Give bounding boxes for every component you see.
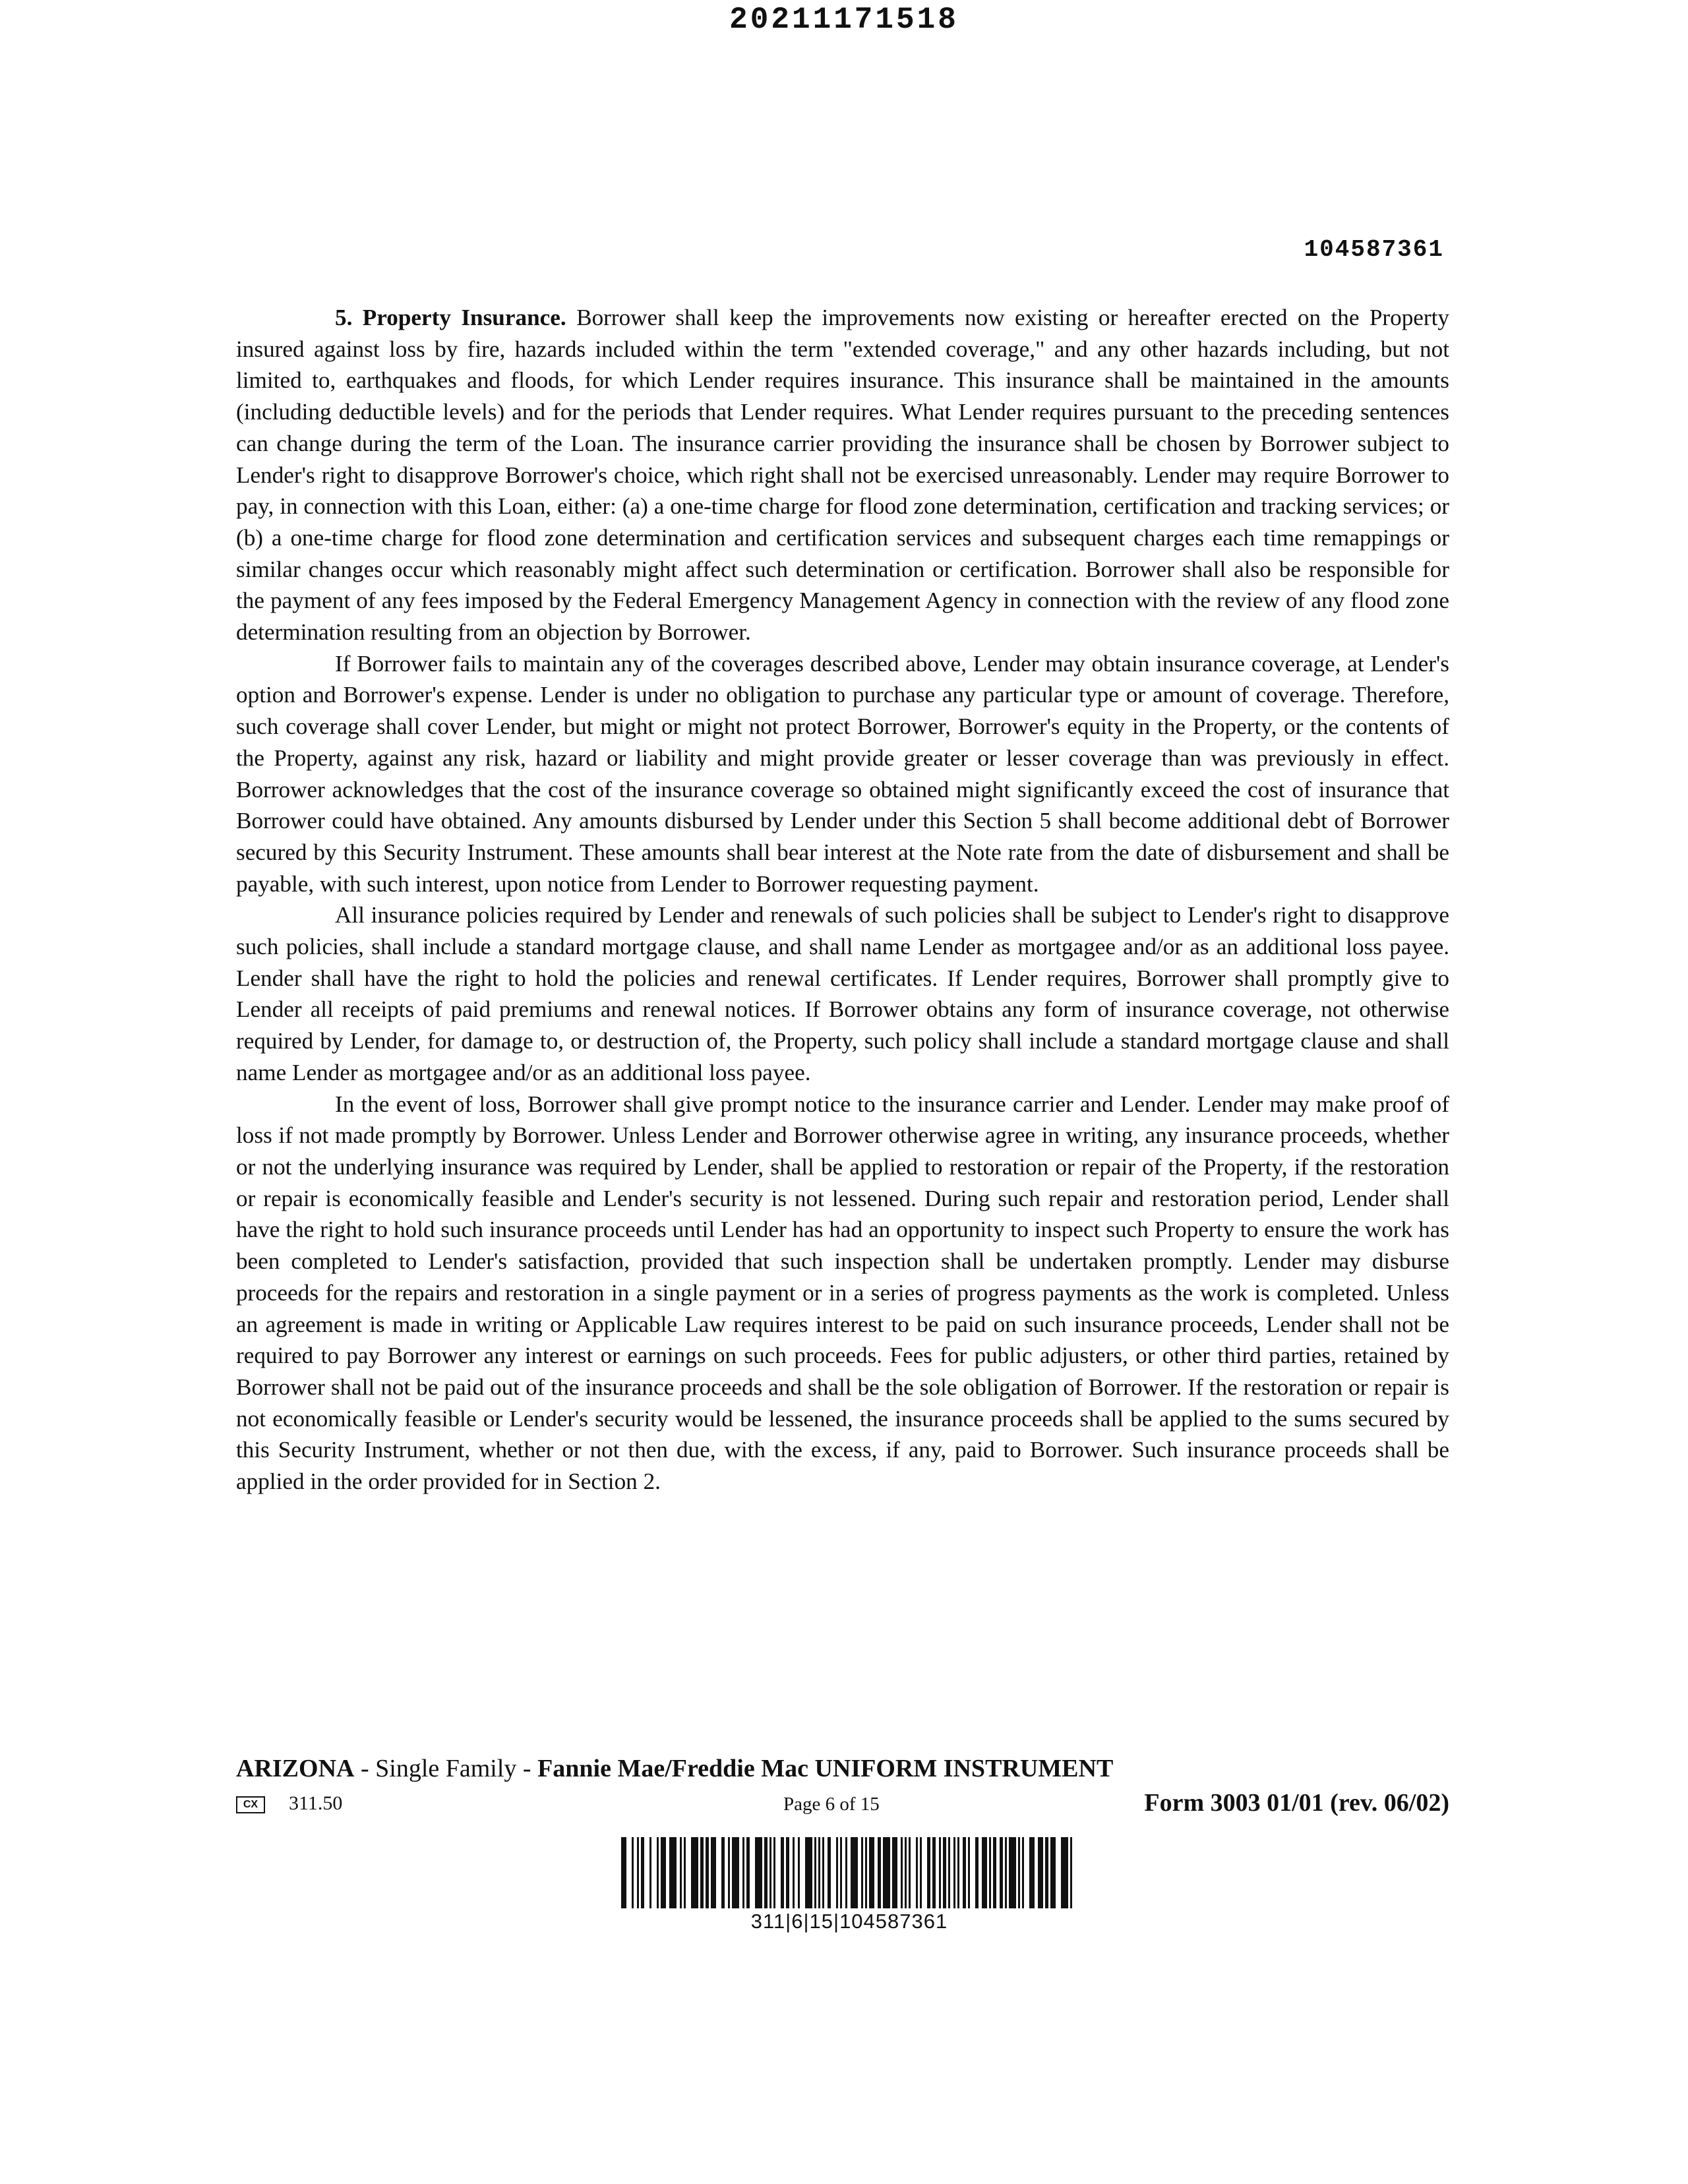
barcode-bar (989, 1837, 991, 1908)
barcode-bar (621, 1837, 626, 1908)
barcode-bar (684, 1837, 686, 1908)
barcode-bar (781, 1837, 784, 1908)
barcode-bar (721, 1837, 725, 1908)
barcode-bar (901, 1837, 903, 1908)
footer-separator-1: - (354, 1755, 376, 1782)
barcode-bar (957, 1837, 959, 1908)
barcode-bar (840, 1837, 842, 1908)
paragraph-1-text: Borrower shall keep the improvements now existing or hereafter erected on the Property insured against loss by fire, hazards included within the term "extended coverage," and any other hazards including, but not limited to, earthquakes and floods, for which Lender requires insurance. This insurance shall be maintained in the amounts (including deductible levels) and for the periods that Lender requires. What Lender requires pursuant to the preceding sentences can change during the term of the Loan. The insurance carrier providing the insurance shall be chosen by Borrower subject to Lender's right to disapprove Borrower's choice, which right shall not be exercised unreasonably. Lender may require Borrower to pay, in connection with this Loan, either: (a) a one-time charge for flood zone determination, certification and tracking services; or (b) a one-time charge for flood zone determination and certification services and subsequent charges each time remappings or similar changes occur which reasonably might affect such determination or certification. Borrower shall also be responsible for the payment of any fees imposed by the Federal Emergency Management Agency in connection with the review of any flood zone determination resulting from an objection by Borrower. (236, 305, 1450, 646)
barcode-bar (948, 1837, 950, 1908)
barcode-text: 311|6|15|104587361 (750, 1910, 948, 1933)
paragraph-2: If Borrower fails to maintain any of the coverages described above, Lender may obtain insurance coverage, at Lender's option and Borrower's expense. Lender is under no obligation to purchase any particular type or amount of coverage. Therefore, such coverage shall cover Lender, but might or might not protect Borrower, Borrower's equity in the Property, or the contents of the Property, against any risk, hazard or liability and might provide greater or lesser coverage than was previously in effect. Borrower acknowledges that the cost of the insurance coverage so obtained might significantly exceed the cost of insurance that Borrower could have obtained. Any amounts disbursed by Lender under this Section 5 shall become additional debt of Borrower secured by this Security Instrument. These amounts shall bear interest at the Note rate from the date of disbursement and shall be payable, with such interest, upon notice from Lender to Borrower requesting payment. (236, 650, 1449, 897)
paragraph-3: All insurance policies required by Lender and renewals of such policies shall be subject to Lender's right to disapprove such policies, shall include a standard mortgage clause, and shall name Lender as mortgagee and/or as an additional loss payee. Lender shall have the right to hold the policies and renewal certificates. If Lender requires, Borrower shall promptly give to Lender all receipts of paid premiums and renewal notices. If Borrower obtains any form of insurance coverage, not otherwise required by Lender, for damage to, or destruction of, the Property, such policy shall include a standard mortgage clause and shall name Lender as mortgagee and/or as an additional loss payee. (236, 902, 1449, 1085)
form-number: Form 3003 01/01 (rev. 06/02) (1144, 1789, 1449, 1817)
barcode-bar (632, 1837, 634, 1908)
barcode-bar (1038, 1837, 1043, 1908)
barcode-bar (637, 1837, 639, 1908)
barcode-bar (746, 1837, 750, 1908)
barcode-bar (993, 1837, 996, 1908)
barcode-bar (786, 1837, 789, 1908)
barcode-bar (968, 1837, 970, 1908)
barcode-bar (1018, 1837, 1020, 1908)
loan-number: 104587361 (1304, 236, 1444, 263)
barcode-bar (869, 1837, 874, 1908)
barcode-bar (836, 1837, 838, 1908)
footer-row (236, 1790, 1449, 1821)
footer-instrument: Fannie Mae/Freddie Mac UNIFORM INSTRUMENT (537, 1755, 1114, 1782)
barcode-bar (943, 1837, 946, 1908)
barcode-bar (982, 1837, 987, 1908)
form-code: 311.50 (289, 1792, 343, 1814)
barcode-bar (657, 1837, 659, 1908)
barcode-bar (861, 1837, 863, 1908)
barcode-bar (905, 1837, 907, 1908)
barcode-bar (661, 1837, 666, 1908)
barcode-bar (732, 1837, 739, 1908)
barcode-bar (828, 1837, 831, 1908)
barcode-bar (963, 1837, 966, 1908)
barcode-bar (805, 1837, 812, 1908)
barcode-bar (641, 1837, 644, 1908)
section-heading: 5. Property Insurance. (335, 305, 566, 330)
paragraph-4: In the event of loss, Borrower shall give prompt notice to the insurance carrier and Lender. Lender may make proof of loss if not made promptly by Borrower. Unless Lender and Borrower otherwise agree in writing, any insurance proceeds, whether or not the underlying insurance was required by Lender, shall be applied to restoration or repair of the Property, if the restoration or repair is economically feasible and Lender's security is not lessened. During such repair and restoration period, Lender shall have the right to hold such insurance proceeds until Lender has had an opportunity to inspect such Property to ensure the work has been completed to Lender's satisfaction, provided that such inspection shall be undertaken promptly. Lender may disburse proceeds for the repairs and restoration in a single payment or in a series of progress payments as the work is completed. Unless an agreement is made in writing or Applicable Law requires interest to be paid on such insurance proceeds, Lender shall not be required to pay Borrower any interest or earnings on such proceeds. Fees for public adjusters, or other third parties, retained by Borrower shall not be paid out of the insurance proceeds and shall be the sole obligation of Borrower. If the restoration or repair is not economically feasible or Lender's security would be lessened, the insurance proceeds shall be applied to the sums secured by this Security Instrument, whether or not then due, with the excess, if any, paid to Borrower. Such insurance proceeds shall be applied in the order provided for in Section 2. (236, 1091, 1449, 1495)
barcode-bar (1022, 1837, 1024, 1908)
barcode-bar (1029, 1837, 1035, 1908)
barcode-bar (680, 1837, 682, 1908)
barcode-bar (920, 1837, 922, 1908)
barcode-bar (669, 1837, 677, 1908)
barcode-bar (1070, 1837, 1072, 1908)
barcode-bar (909, 1837, 911, 1908)
barcode-bar (769, 1837, 771, 1908)
document-body (236, 302, 1449, 1498)
barcode-bar (932, 1837, 936, 1908)
barcode-bar (700, 1837, 704, 1908)
barcode-bar (1000, 1837, 1003, 1908)
barcode-bar (927, 1837, 930, 1908)
barcode-bar (793, 1837, 795, 1908)
recording-number: 20211171518 (729, 3, 959, 37)
barcode-bar (916, 1837, 918, 1908)
barcode-bar (1061, 1837, 1068, 1908)
footer-family: Single Family (375, 1755, 517, 1782)
barcode-bar (814, 1837, 816, 1908)
barcode-bar (1045, 1837, 1048, 1908)
barcode-bar (939, 1837, 941, 1908)
footer-title (236, 1754, 1113, 1783)
barcode-bar (728, 1837, 730, 1908)
barcode-bar (691, 1837, 698, 1908)
barcode-bar (818, 1837, 820, 1908)
barcode-bar (1005, 1837, 1007, 1908)
footer-separator-2: - (516, 1755, 538, 1782)
barcode-bar (953, 1837, 955, 1908)
barcode-bar (742, 1837, 744, 1908)
barcode-bar (755, 1837, 762, 1908)
barcode-bar (878, 1837, 881, 1908)
barcode-bar (764, 1837, 768, 1908)
barcode (618, 1837, 1080, 1908)
barcode-bar (822, 1837, 824, 1908)
barcode-bar (773, 1837, 775, 1908)
paragraph-1 (236, 302, 1449, 648)
barcode-bar (1050, 1837, 1056, 1908)
barcode-bar (1009, 1837, 1016, 1908)
page-indicator: Page 6 of 15 (783, 1794, 880, 1815)
barcode-bar (975, 1837, 979, 1908)
barcode-bar (892, 1837, 897, 1908)
barcode-bar (706, 1837, 709, 1908)
barcode-bar (711, 1837, 716, 1908)
barcode-bar (883, 1837, 890, 1908)
barcode-bar (649, 1837, 651, 1908)
barcode-bar (798, 1837, 800, 1908)
barcode-bar (845, 1837, 847, 1908)
footer-state: ARIZONA (236, 1755, 355, 1782)
barcode-bar (851, 1837, 858, 1908)
barcode-bar (865, 1837, 867, 1908)
cx-logo: CX (236, 1796, 265, 1813)
